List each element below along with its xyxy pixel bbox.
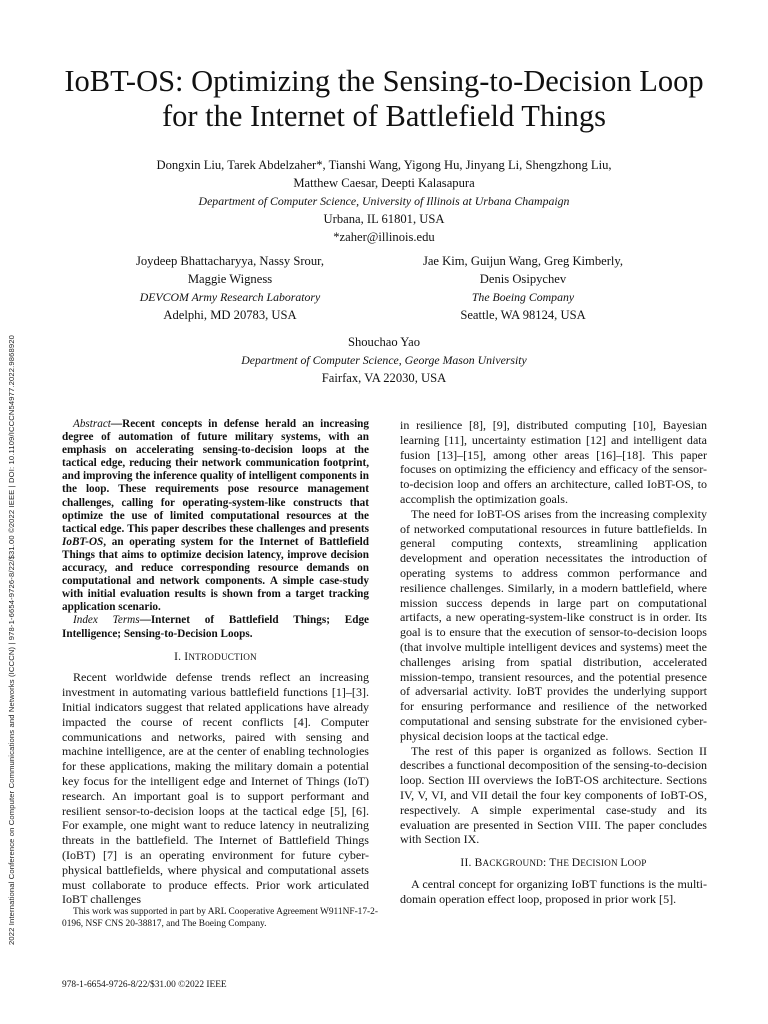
- devcom-organization: DEVCOM Army Research Laboratory: [139, 290, 321, 304]
- abstract: [62, 418, 369, 641]
- boeing-organization: The Boeing Company: [471, 290, 575, 304]
- abstract-text-2: , an operating system for the Internet of Battlefield Things that aims to optimize decision latency, improve decision accuracy, and reduce corresponding resource demands on computational and network components. A simple case-study with initial evaluation results is shown from a target tracking application scenario.: [62, 535, 369, 614]
- title-line-1: IoBT-OS: Optimizing the Sensing-to-Decision Loop: [64, 64, 704, 98]
- devcom-address: Adelphi, MD 20783, USA: [163, 308, 297, 322]
- uiuc-affiliation: [40, 156, 728, 246]
- boeing-affiliation: [398, 252, 648, 324]
- devcom-affiliation: [110, 252, 350, 324]
- paper-title: [40, 64, 728, 134]
- right-paragraph-4: A central concept for organizing IoBT functions is the multi-domain operation effect loop, proposed in prior work [5].: [400, 876, 707, 906]
- boeing-authors-1: Jae Kim, Guijun Wang, Greg Kimberly,: [422, 254, 624, 268]
- funding-footnote: This work was supported in part by ARL Cooperative Agreement W911NF-17-2-0196, NSF CNS 20-38817, and The Boeing Company.: [62, 907, 378, 929]
- side-identifier: [4, 215, 18, 945]
- right-paragraph-1: in resilience [8], [9], distributed computing [10], Bayesian learning [11], uncertainty estimation [12] and intelligent data fusion [13]–[15], among other areas [16]–[18]. This paper focuses on optimizing the efficiency and efficacy of the sensor-to-decision loop and offers an architecture, called IoBT-OS, to accomplish the optimization goals.: [400, 418, 707, 506]
- boeing-address: Seattle, WA 98124, USA: [460, 308, 586, 322]
- right-paragraph-2: The need for IoBT-OS arises from the increasing complexity of networked computational resources in future battlefields. In general computing contexts, streamlining application development and operation necessitates the introduction of operating systems to address common performance and resilience challenges. Similarly, in a modern battlefield, where mission success depends in large part on computational artifacts, a new operating-system-like construct is in order. Its goal is to ensure that the execution of sensor-to-decision loops (that involve multiple intelligent devices and systems) meet the challenges arising from spatial distribution, accelerated mission-tempo, transient resources, and the potential presence of adversarial activity. IoBT provides the underlying support for ensuring performance and resilience of the networked computational and sensing substrate for the envisioned cyber-physical decision loops at the tactical edge.: [400, 506, 707, 743]
- intro-paragraph-1: Recent worldwide defense trends reflect an increasing investment in automating various battlefield functions [1]–[3]. Initial indicators suggest that related applications have already impacted the course of recent conflicts [4]. Computer communications and networks, paired with sensing and machine intelligence, are at the center of enabling technologies for these applications, making the military domain a potential key focus for the intelligent edge and Internet of Things (IoT) research. An important goal is to support performant and resilient sensor-to-decision loops at the tactical edge [5], [6]. For example, one might want to reduce latency in neutralizing threats in the battlefield. The Internet of Battlefield Things (IoBT) [7] is an operating environment for future cyber-physical battlefields, where physical and computational assets must collaborate to produce effects. Prior work articulated IoBT challenges: [62, 670, 369, 907]
- devcom-authors-1: Joydeep Bhattacharyya, Nassy Srour,: [135, 254, 324, 268]
- uiuc-email: *zaher@illinois.edu: [333, 230, 435, 244]
- left-column: [62, 418, 369, 907]
- gmu-author: Shouchao Yao: [347, 335, 421, 349]
- devcom-authors-2: Maggie Wigness: [187, 272, 273, 286]
- abstract-label: Abstract: [73, 418, 111, 430]
- gmu-address: Fairfax, VA 22030, USA: [321, 371, 447, 385]
- index-terms-label: Index Terms: [73, 614, 140, 627]
- gmu-affiliation: [40, 333, 728, 387]
- uiuc-department: Department of Computer Science, University of Illinois at Urbana Champaign: [198, 194, 570, 208]
- authors-line-1: Dongxin Liu, Tarek Abdelzaher*, Tianshi Wang, Yigong Hu, Jinyang Li, Shengzhong Liu,: [156, 158, 612, 172]
- authors-line-2: Matthew Caesar, Deepti Kalasapura: [293, 176, 475, 190]
- copyright-line: 978-1-6654-9726-8/22/$31.00 ©2022 IEEE: [62, 980, 227, 990]
- abstract-system-name: IoBT-OS: [62, 535, 104, 548]
- doi-banner: 2022 International Conference on Computer Communications and Networks (ICCCN) | 978-1-6654-9726-8/22/$31.00 ©2022 IEEE | DOI: 10.1109/ICCCN54977.2022.9868920: [7, 335, 16, 945]
- boeing-authors-2: Denis Osipychev: [479, 272, 567, 286]
- uiuc-address: Urbana, IL 61801, USA: [323, 212, 445, 226]
- section-2-heading: II. BACKGROUND: THE DECISION LOOP: [460, 857, 647, 870]
- abstract-text: —Recent concepts in defense herald an increasing degree of automation of future military systems, with an emphasis on accelerating sensing-to-decision loops at the tactical edge, reducing their network communication footprint, and improving the inference quality of intelligent components in the loop. These requirements pose resource management challenges, calling for operating-system-like constructs that optimize the use of limited computational resources at the tactical edge. This paper describes these challenges and presents: [62, 418, 369, 535]
- index-terms-text: —Internet of Battlefield Things; Edge Intelligence; Sensing-to-Decision Loops.: [62, 614, 370, 640]
- title-line-2: for the Internet of Battlefield Things: [161, 99, 607, 133]
- right-paragraph-3: The rest of this paper is organized as follows. Section II describes a functional decomposition of the sensing-to-decision loop. Section III overviews the IoBT-OS architecture. Sections IV, V, VI, and VII detail the four key components of IoBT-OS, respectively. A simple experimental case-study and its evaluation are presented in Section VIII. The paper concludes with Section IX.: [400, 743, 707, 847]
- right-column: [400, 418, 707, 907]
- section-1-heading: I. INTRODUCTION: [174, 650, 257, 663]
- gmu-department: Department of Computer Science, George Mason University: [241, 353, 527, 367]
